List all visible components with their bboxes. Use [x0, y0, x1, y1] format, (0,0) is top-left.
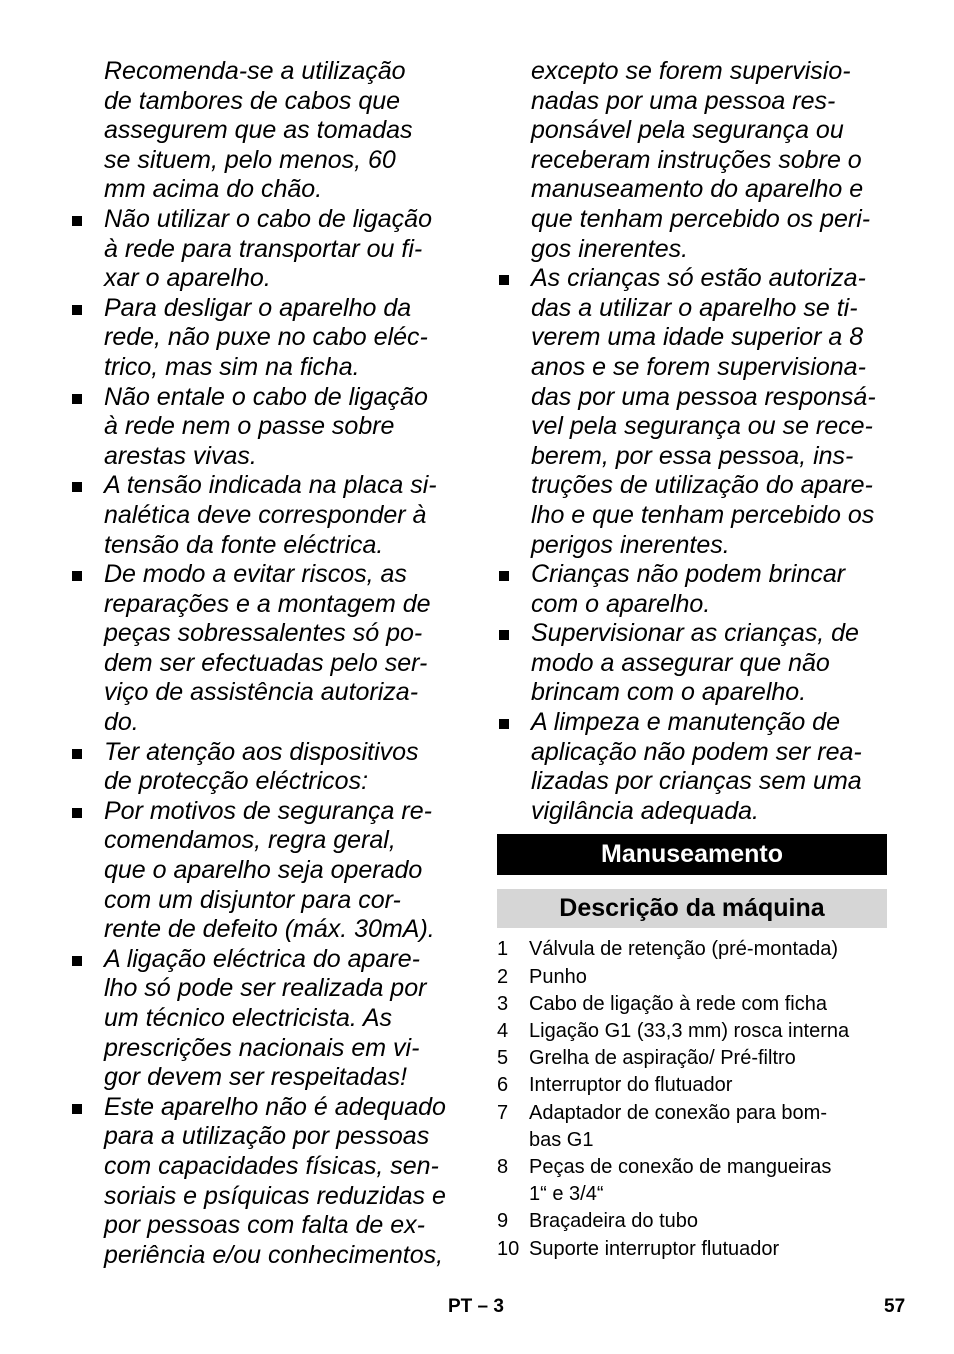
- description-item: [497, 936, 887, 963]
- bullet-item: [70, 1093, 465, 1271]
- text-line: A limpeza e manutenção de: [531, 708, 840, 737]
- text-line: comendamos, regra geral,: [104, 826, 396, 855]
- bullet-square-icon: [72, 394, 82, 404]
- text-line: As crianças só estão autoriza-: [531, 264, 866, 293]
- item-number: 5: [497, 1047, 509, 1070]
- item-label: Válvula de retenção (pré-montada): [529, 938, 839, 961]
- bullet-square-icon: [72, 956, 82, 966]
- text-line: peças sobressalentes só po-: [104, 619, 423, 648]
- item-label: 1“ e 3/4“: [529, 1183, 604, 1206]
- text-line: ponsável pela segurança ou: [531, 116, 844, 145]
- item-label: Adaptador de conexão para bom-: [529, 1101, 827, 1124]
- bullet-item: [497, 708, 887, 826]
- text-line: aplicação não podem ser rea-: [531, 737, 862, 766]
- item-number: 6: [497, 1074, 509, 1097]
- bullet-item: [70, 471, 465, 560]
- text-line: Por motivos de segurança re-: [104, 796, 432, 825]
- text-line: lho e que tenham percebido os: [531, 500, 875, 529]
- text-line: para a utilização por pessoas: [104, 1122, 430, 1151]
- bullet-item: [70, 738, 465, 797]
- item-number: 10: [497, 1237, 520, 1260]
- text-line: tensão da fonte eléctrica.: [104, 530, 384, 559]
- item-number: 2: [497, 965, 509, 988]
- text-line: por pessoas com falta de ex-: [104, 1211, 425, 1240]
- text-line: lho só pode ser realizada por: [104, 974, 427, 1003]
- bullet-square-icon: [72, 808, 82, 818]
- text-line: com o aparelho.: [531, 589, 711, 618]
- text-line: Não utilizar o cabo de ligação: [104, 204, 432, 233]
- text-line: vel pela segurança ou se rece-: [531, 412, 873, 441]
- text-line: do.: [104, 708, 139, 737]
- continuation-paragraph: [497, 57, 887, 264]
- item-label: Suporte interruptor flutuador: [529, 1237, 780, 1260]
- bullet-item: [497, 619, 887, 708]
- description-list: [497, 936, 887, 1262]
- item-number: 7: [497, 1101, 509, 1124]
- bullet-square-icon: [72, 1104, 82, 1114]
- text-line: berem, por essa pessoa, ins-: [531, 441, 854, 470]
- item-label: Punho: [529, 965, 587, 988]
- text-line: gor devem ser respeitadas!: [104, 1063, 407, 1092]
- section-heading: Manuseamento: [497, 834, 887, 875]
- text-line: viço de assistência autoriza-: [104, 678, 419, 707]
- text-line: à rede nem o passe sobre: [104, 412, 395, 441]
- text-line: que o aparelho seja operado: [104, 856, 423, 885]
- text-line: xar o aparelho.: [104, 264, 271, 293]
- description-item: [497, 1154, 887, 1208]
- bullet-square-icon: [72, 482, 82, 492]
- text-line: vigilância adequada.: [531, 796, 759, 825]
- description-item: [497, 1018, 887, 1045]
- text-line: perigos inerentes.: [531, 530, 730, 559]
- item-number: 1: [497, 938, 509, 961]
- left-column: [70, 57, 465, 1270]
- text-line: nadas por uma pessoa res-: [531, 86, 836, 115]
- intro-paragraph: [70, 57, 465, 205]
- text-line: que tenham percebido os peri-: [531, 204, 871, 233]
- text-line: assegurem que as tomadas: [104, 116, 413, 145]
- text-line: um técnico electricista. As: [104, 1004, 393, 1032]
- text-line: Supervisionar as crianças, de: [531, 619, 859, 648]
- text-line: periência e/ou conhecimentos,: [104, 1240, 444, 1269]
- bullet-square-icon: [499, 275, 509, 285]
- subsection-heading: Descrição da máquina: [497, 889, 887, 928]
- text-line: Para desligar o aparelho da: [104, 293, 412, 322]
- bullet-square-icon: [499, 719, 509, 729]
- bullet-item: [70, 945, 465, 1093]
- text-line: A ligação eléctrica do apare-: [104, 944, 420, 973]
- text-line: rente de defeito (máx. 30mA).: [104, 915, 435, 944]
- text-line: reparações e a montagem de: [104, 589, 431, 618]
- bullet-item: [497, 560, 887, 619]
- text-line: modo a assegurar que não: [531, 648, 830, 677]
- bullet-square-icon: [72, 216, 82, 226]
- bullet-square-icon: [499, 630, 509, 640]
- description-item: [497, 1045, 887, 1072]
- text-line: Ter atenção aos dispositivos: [104, 737, 419, 766]
- item-label: Cabo de ligação à rede com ficha: [529, 992, 827, 1015]
- text-line: De modo a evitar riscos, as: [104, 560, 407, 589]
- text-line: das por uma pessoa responsá-: [531, 382, 876, 411]
- text-line: dem ser efectuadas pelo ser-: [104, 648, 428, 677]
- text-line: Não entale o cabo de ligação: [104, 382, 428, 411]
- text-line: Este aparelho não é adequado: [104, 1092, 446, 1121]
- text-line: soriais e psíquicas reduzidas e: [104, 1181, 446, 1210]
- text-line: rede, não puxe no cabo eléc-: [104, 323, 428, 352]
- text-line: nalética deve corresponder à: [104, 500, 427, 529]
- text-line: gos inerentes.: [531, 234, 689, 263]
- text-line: se situem, pelo menos, 60: [104, 145, 396, 174]
- bullet-square-icon: [72, 305, 82, 315]
- text-line: das a utilizar o aparelho se ti-: [531, 293, 858, 322]
- text-line: de protecção eléctricos:: [104, 767, 369, 796]
- bullet-square-icon: [72, 571, 82, 581]
- bullet-square-icon: [72, 749, 82, 759]
- item-label: Braçadeira do tubo: [529, 1210, 699, 1233]
- text-line: lizadas por crianças sem uma: [531, 767, 862, 796]
- item-label: Interruptor do flutuador: [529, 1074, 733, 1097]
- text-line: manuseamento do aparelho e: [531, 175, 864, 204]
- text-line: Recomenda-se a utilização: [104, 57, 406, 85]
- text-line: prescrições nacionais em vi-: [104, 1033, 420, 1062]
- text-line: truções de utilização do apare-: [531, 471, 873, 500]
- right-column: [497, 57, 887, 1263]
- bullet-square-icon: [499, 571, 509, 581]
- footer-language-code: PT – 3: [448, 1296, 504, 1317]
- text-line: de tambores de cabos que: [104, 86, 401, 115]
- text-line: anos e se forem supervisiona-: [531, 352, 866, 381]
- text-line: mm acima do chão.: [104, 175, 323, 204]
- item-label: Peças de conexão de mangueiras: [529, 1156, 832, 1179]
- item-number: 3: [497, 992, 509, 1015]
- text-line: com um disjuntor para cor-: [104, 885, 401, 914]
- right-bullet-list: [497, 264, 887, 826]
- item-label: bas G1: [529, 1128, 594, 1151]
- description-item: [497, 1100, 887, 1154]
- text-line: receberam instruções sobre o: [531, 145, 862, 174]
- bullet-item: [70, 797, 465, 945]
- text-line: verem uma idade superior a 8: [531, 323, 864, 352]
- text-line: trico, mas sim na ficha.: [104, 352, 360, 381]
- text-line: à rede para transportar ou fi-: [104, 234, 423, 263]
- item-label: Ligação G1 (33,3 mm) rosca interna: [529, 1020, 850, 1043]
- bullet-item: [70, 560, 465, 738]
- description-item: [497, 1236, 887, 1263]
- text-line: arestas vivas.: [104, 441, 257, 470]
- description-item: [497, 1072, 887, 1099]
- item-label: Grelha de aspiração/ Pré-filtro: [529, 1047, 796, 1070]
- bullet-item: [70, 294, 465, 383]
- item-number: 4: [497, 1020, 509, 1043]
- text-line: excepto se forem supervisio-: [531, 57, 851, 85]
- description-item: [497, 1208, 887, 1235]
- bullet-item: [497, 264, 887, 560]
- item-number: 9: [497, 1210, 509, 1233]
- bullet-item: [70, 383, 465, 472]
- text-line: A tensão indicada na placa si-: [104, 471, 437, 500]
- description-item: [497, 991, 887, 1018]
- page-number: 57: [884, 1296, 906, 1317]
- left-bullet-list: [70, 205, 465, 1270]
- text-line: Crianças não podem brincar: [531, 560, 846, 589]
- text-line: com capacidades físicas, sen-: [104, 1151, 439, 1180]
- text-line: brincam com o aparelho.: [531, 678, 807, 707]
- description-item: [497, 964, 887, 991]
- item-number: 8: [497, 1156, 509, 1179]
- bullet-item: [70, 205, 465, 294]
